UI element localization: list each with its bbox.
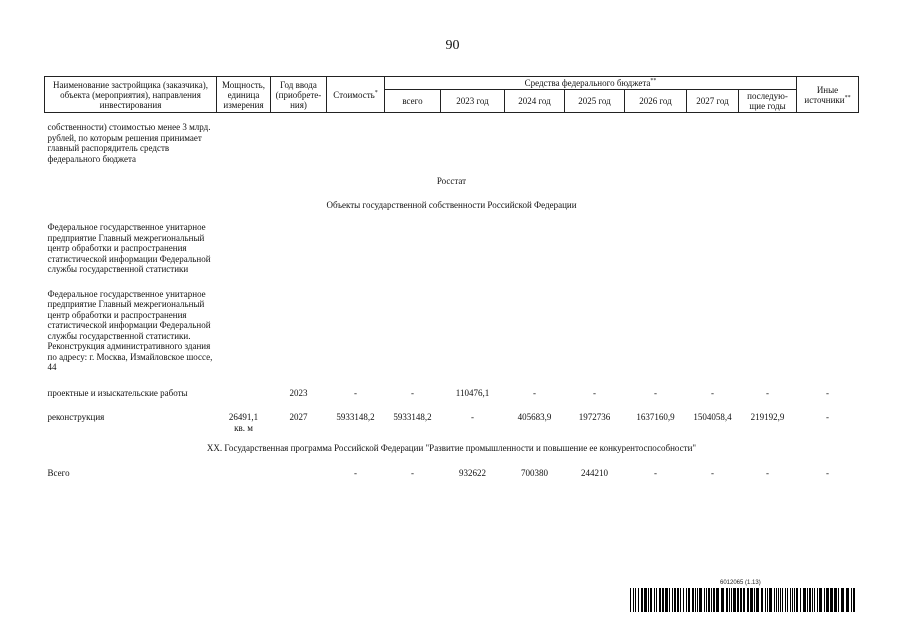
header-next-years: последую-щие годы — [739, 90, 797, 113]
total-row-name: Всего — [47, 467, 70, 478]
header-name: Наименование застройщика (заказчика), объекта (мероприятия), направления инвестирования — [45, 77, 217, 113]
header-capacity: Мощность, единица измерения — [217, 77, 271, 113]
table-row — [45, 222, 859, 275]
row-2024: - — [533, 387, 536, 398]
header-federal-budget: Средства федерального бюджета** — [385, 77, 797, 90]
row-name: реконструкция — [47, 412, 105, 422]
header-2024: 2024 год — [505, 90, 565, 113]
page-number: 90 — [445, 38, 460, 53]
program-heading: XX. Государственная программа Российской Федерации "Развитие промышленности и повышение ее конкурентоспособности" — [206, 443, 697, 453]
total-row-next-years: - — [766, 467, 769, 478]
row-2025: 1972736 — [578, 412, 611, 422]
table-body — [45, 113, 859, 479]
row-2026: - — [654, 387, 657, 398]
row-2024: 405683,9 — [517, 412, 552, 422]
total-row-2024: 700380 — [521, 467, 548, 478]
header-2023: 2023 год — [441, 90, 505, 113]
enterprise-project-name: Федеральное государственное унитарное предприятие Главный межрегиональный центр обработки и распространения статистической информации Федеральной службы государственной статистики. Реконструкция административного здания по адресу: г. Москва, Измайловское шоссе, 44 — [47, 288, 213, 372]
agency-heading: Росстат — [436, 176, 467, 186]
row-capacity: 26491,1 кв. м — [228, 412, 259, 433]
row-total: 5933148,2 — [393, 412, 432, 422]
objects-heading: Объекты государственной собственности Российской Федерации — [326, 199, 577, 210]
row-other-sources: - — [826, 412, 829, 422]
row-cost: 5933148,2 — [336, 412, 375, 422]
header-2025: 2025 год — [565, 90, 625, 113]
row-year: 2027 — [289, 412, 308, 422]
row-year: 2023 — [289, 387, 308, 398]
row-2023: 110476,1 — [455, 387, 490, 398]
table-row — [45, 468, 859, 479]
barcode — [630, 580, 858, 614]
table-row — [45, 388, 859, 399]
row-cost: - — [354, 387, 357, 398]
row-total: - — [411, 387, 414, 398]
table-row — [45, 412, 859, 433]
enterprise-name: Федеральное государственное унитарное предприятие Главный межрегиональный центр обработки и распространения статистической информации Федеральной службы государственной статистики — [47, 222, 211, 274]
row-2027: 1504058,4 — [693, 412, 732, 422]
table-row — [45, 289, 859, 373]
barcode-label: 6012065 (1.13) — [720, 580, 761, 586]
table-row — [45, 196, 859, 223]
intro-text: собственности) стоимостью менее 3 млрд. рублей, по которым решения принимает главный распорядитель средств федерального бюджета — [47, 122, 211, 164]
table-row — [45, 122, 859, 164]
row-2023: - — [471, 412, 474, 422]
row-capacity — [217, 388, 271, 399]
total-row-cost: - — [354, 467, 357, 478]
row-other-sources: - — [826, 387, 829, 398]
row-2026: 1637160,9 — [636, 412, 675, 422]
header-2027: 2027 год — [687, 90, 739, 113]
total-row-2026: - — [654, 467, 657, 478]
header-cost: Стоимость* — [327, 77, 385, 113]
table-header — [45, 77, 859, 113]
table-row — [45, 164, 859, 196]
header-2026: 2026 год — [625, 90, 687, 113]
table-row — [45, 433, 859, 468]
header-other-sources: Иные источники** — [797, 77, 859, 113]
row-next-years: - — [766, 387, 769, 398]
total-row-2027: - — [711, 467, 714, 478]
total-row-total: - — [411, 467, 414, 478]
row-name: проектные и изыскательские работы — [47, 387, 188, 398]
barcode-bars-icon — [630, 588, 858, 612]
total-row-other-sources: - — [826, 467, 829, 478]
total-row-2025: 244210 — [581, 467, 608, 478]
header-total: всего — [385, 90, 441, 113]
row-next-years: 219192,9 — [750, 412, 785, 422]
row-2027: - — [711, 387, 714, 398]
total-row-2023: 932622 — [459, 467, 486, 478]
investment-table — [44, 76, 859, 478]
row-2025: - — [593, 387, 596, 398]
header-year: Год ввода (приобрете-ния) — [271, 77, 327, 113]
